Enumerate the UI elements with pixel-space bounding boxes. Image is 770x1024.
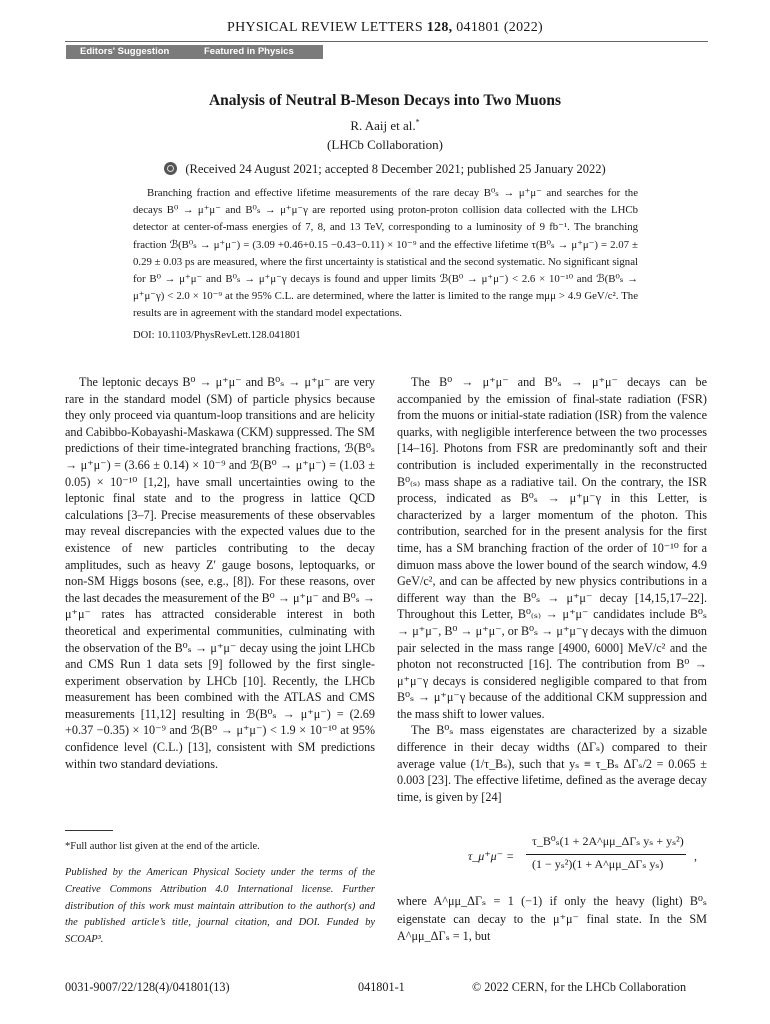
collaboration: (LHCb Collaboration): [327, 137, 443, 152]
article-id: 041801 (2022): [456, 20, 543, 35]
footer-page-number: 041801-1: [358, 980, 405, 994]
doi-link[interactable]: DOI: 10.1103/PhysRevLett.128.041801: [133, 330, 301, 341]
footer-copyright: © 2022 CERN, for the LHCb Collaboration: [472, 980, 687, 994]
effective-lifetime-equation: [460, 833, 710, 885]
open-access-icon: [164, 162, 177, 175]
author-footnote-mark: *: [415, 117, 420, 127]
lifetime-paragraph: The B⁰ₛ mass eigenstates are characterized by a sizable difference in their decay widths (ΔΓₛ) compared to their average value (1/τ_Bₛ), such that yₛ ≡ τ_Bₛ ΔΓₛ/2 = 0.065 ± 0.003 [23]. The effective lifetime, defined as the average decay time, is given by [24]: [397, 723, 707, 804]
authors[interactable]: R. Aaij et al.: [350, 118, 416, 133]
paper-title: Analysis of Neutral B-Meson Decays into Two Muons: [208, 92, 562, 109]
equation-comma: ,: [694, 849, 697, 863]
author-footnote: *Full author list given at the end of the article.: [65, 841, 260, 852]
featured-in-physics-badge[interactable]: Featured in Physics: [190, 45, 323, 59]
intro-paragraph: The leptonic decays B⁰ → μ⁺μ⁻ and B⁰ₛ → μ⁺μ⁻ are very rare in the standard model (SM) of particle physics because they only proceed via quantum-loop transitions and are helicity and Cabibbo-Kobayashi-Maskawa (CKM) suppressed. The SM predictions of their time-integrated branching fractions, ℬ(B⁰ₛ → μ⁺μ⁻) = (3.66 ± 0.14) × 10⁻⁹ and ℬ(B⁰ → μ⁺μ⁻) = (1.03 ± 0.05) × 10⁻¹⁰ [1,2], have small uncertainties owing to the leptonic final state and to the progress in lattice QCD calculations [3–7]. Precise measurements of these observables may reveal discrepancies with the expected values due to the existence of new particles contributing to the decay amplitudes, such as heavy Z′ gauge bosons, leptoquarks, or non-SM Higgs bosons (see, e.g., [8]). For these reasons, over the last decades the measurement of the B⁰ → μ⁺μ⁻ and B⁰ₛ → μ⁺μ⁻ rates has attracted considerable interest in both theoretical and experimental communities, culminating with the observation of the B⁰ₛ → μ⁺μ⁻ decay using the joint LHCb and CMS Run 1 data sets [9] followed by the first single-experiment observation by LHCb [10]. Recently, the LHCb measurement has been combined with the ATLAS and CMS measurements [11,12] resulting in ℬ(B⁰ₛ → μ⁺μ⁻) = (2.69 +0.37 −0.35) × 10⁻⁹ and ℬ(B⁰ → μ⁺μ⁻) < 1.9 × 10⁻¹⁰ at 95% confidence level (C.L.) [13], consistent with SM predictions within two standard deviations.: [65, 375, 375, 771]
left-column: [65, 374, 375, 772]
equation-denominator: (1 − yₛ²)(1 + A^μμ_ΔΓₛ yₛ): [532, 857, 664, 871]
volume: 128,: [426, 20, 453, 35]
after-equation-text: where A^μμ_ΔΓₛ = 1 (−1) if only the heavy (light) B⁰ₛ eigenstate can decay to the μ⁺μ⁻ final state. In the SM A^μμ_ΔΓₛ = 1, but: [397, 894, 707, 943]
equation-lhs: τ_μ⁺μ⁻ =: [468, 849, 515, 863]
license-statement: Published by the American Physical Society under the terms of the Creative Commons Attribution 4.0 International license. Further distribution of this work must maintain attribution to the author(s) and the published article’s title, journal citation, and DOI. Funded by SCOAP³.: [65, 867, 375, 946]
received-text: (Received 24 August 2021; accepted 8 December 2021; published 25 January 2022): [185, 162, 606, 176]
abstract: Branching fraction and effective lifetime measurements of the rare decay B⁰ₛ → μ⁺μ⁻ and searches for the decays B⁰ → μ⁺μ⁻ and B⁰ₛ → μ⁺μ⁻γ are reported using proton-proton collision data collected with the LHCb detector at center-of-mass energies of 7, 8, and 13 TeV, corresponding to a luminosity of 9 fb⁻¹. The branching fraction ℬ(B⁰ₛ → μ⁺μ⁻) = (3.09 +0.46+0.15 −0.43−0.11) × 10⁻⁹ and the effective lifetime τ(B⁰ₛ → μ⁺μ⁻) = 2.07 ± 0.29 ± 0.03 ps are measured, where the first uncertainty is statistical and the second systematic. No significant signal for B⁰ → μ⁺μ⁻ and B⁰ₛ → μ⁺μ⁻γ decays is found and upper limits ℬ(B⁰ → μ⁺μ⁻) < 2.6 × 10⁻¹⁰ and ℬ(B⁰ₛ → μ⁺μ⁻γ) < 2.0 × 10⁻⁹ at the 95% C.L. are determined, where the latter is limited to the range mμμ > 4.9 GeV/c². The results are in agreement with the standard model expectations.: [133, 187, 638, 320]
footer-issn: 0031-9007/22/128(4)/041801(13): [65, 980, 230, 994]
author-line: [0, 118, 770, 134]
fraction-bar: [526, 854, 686, 855]
footnote-rule: [65, 830, 113, 831]
editors-suggestion-badge[interactable]: Editors' Suggestion: [66, 45, 199, 59]
received-dates: [0, 162, 770, 177]
journal-name: PHYSICAL REVIEW LETTERS: [227, 20, 423, 35]
header-rule: [65, 41, 708, 42]
equation-numerator: τ_B⁰ₛ(1 + 2A^μμ_ΔΓₛ yₛ + yₛ²): [532, 834, 684, 848]
fsr-isr-paragraph: The B⁰ → μ⁺μ⁻ and B⁰ₛ → μ⁺μ⁻ decays can be accompanied by the emission of final-state radiation (FSR) from the muons or initial-state radiation (ISR) from the valence quarks, with negligible interference between the two processes [14–16]. Photons from FSR are predominantly soft and their contribution is included experimentally in the reconstructed B⁰₍ₛ₎ mass shape as a radiative tail. On the contrary, the ISR process, indicated as B⁰ₛ → μ⁺μ⁻γ in this Letter, is characterized by a larger momentum of the photon. This contribution, searched for in the present analysis for the first time, has a SM branching fraction of the order of 10⁻¹⁰ for a dimuon mass above the lower bound of the search window, 4.9 GeV/c², and can be affected by new physics contributions in a different way than the B⁰ₛ → μ⁺μ⁻ decay [14,15,17–22]. Throughout this Letter, B⁰₍ₛ₎ → μ⁺μ⁻ candidates include B⁰ₛ → μ⁺μ⁻, B⁰ → μ⁺μ⁻, or B⁰ₛ → μ⁺μ⁻γ decays with the dimuon pair selected in the mass range [4900, 6000] MeV/c² and the photon not reconstructed [16]. The contribution from B⁰ → μ⁺μ⁻γ decays is considered negligible compared to that from B⁰ₛ → μ⁺μ⁻γ because of the additional CKM suppression and the mass shift to lower values.: [397, 375, 707, 721]
running-header: [0, 20, 770, 36]
right-column: [397, 374, 707, 805]
